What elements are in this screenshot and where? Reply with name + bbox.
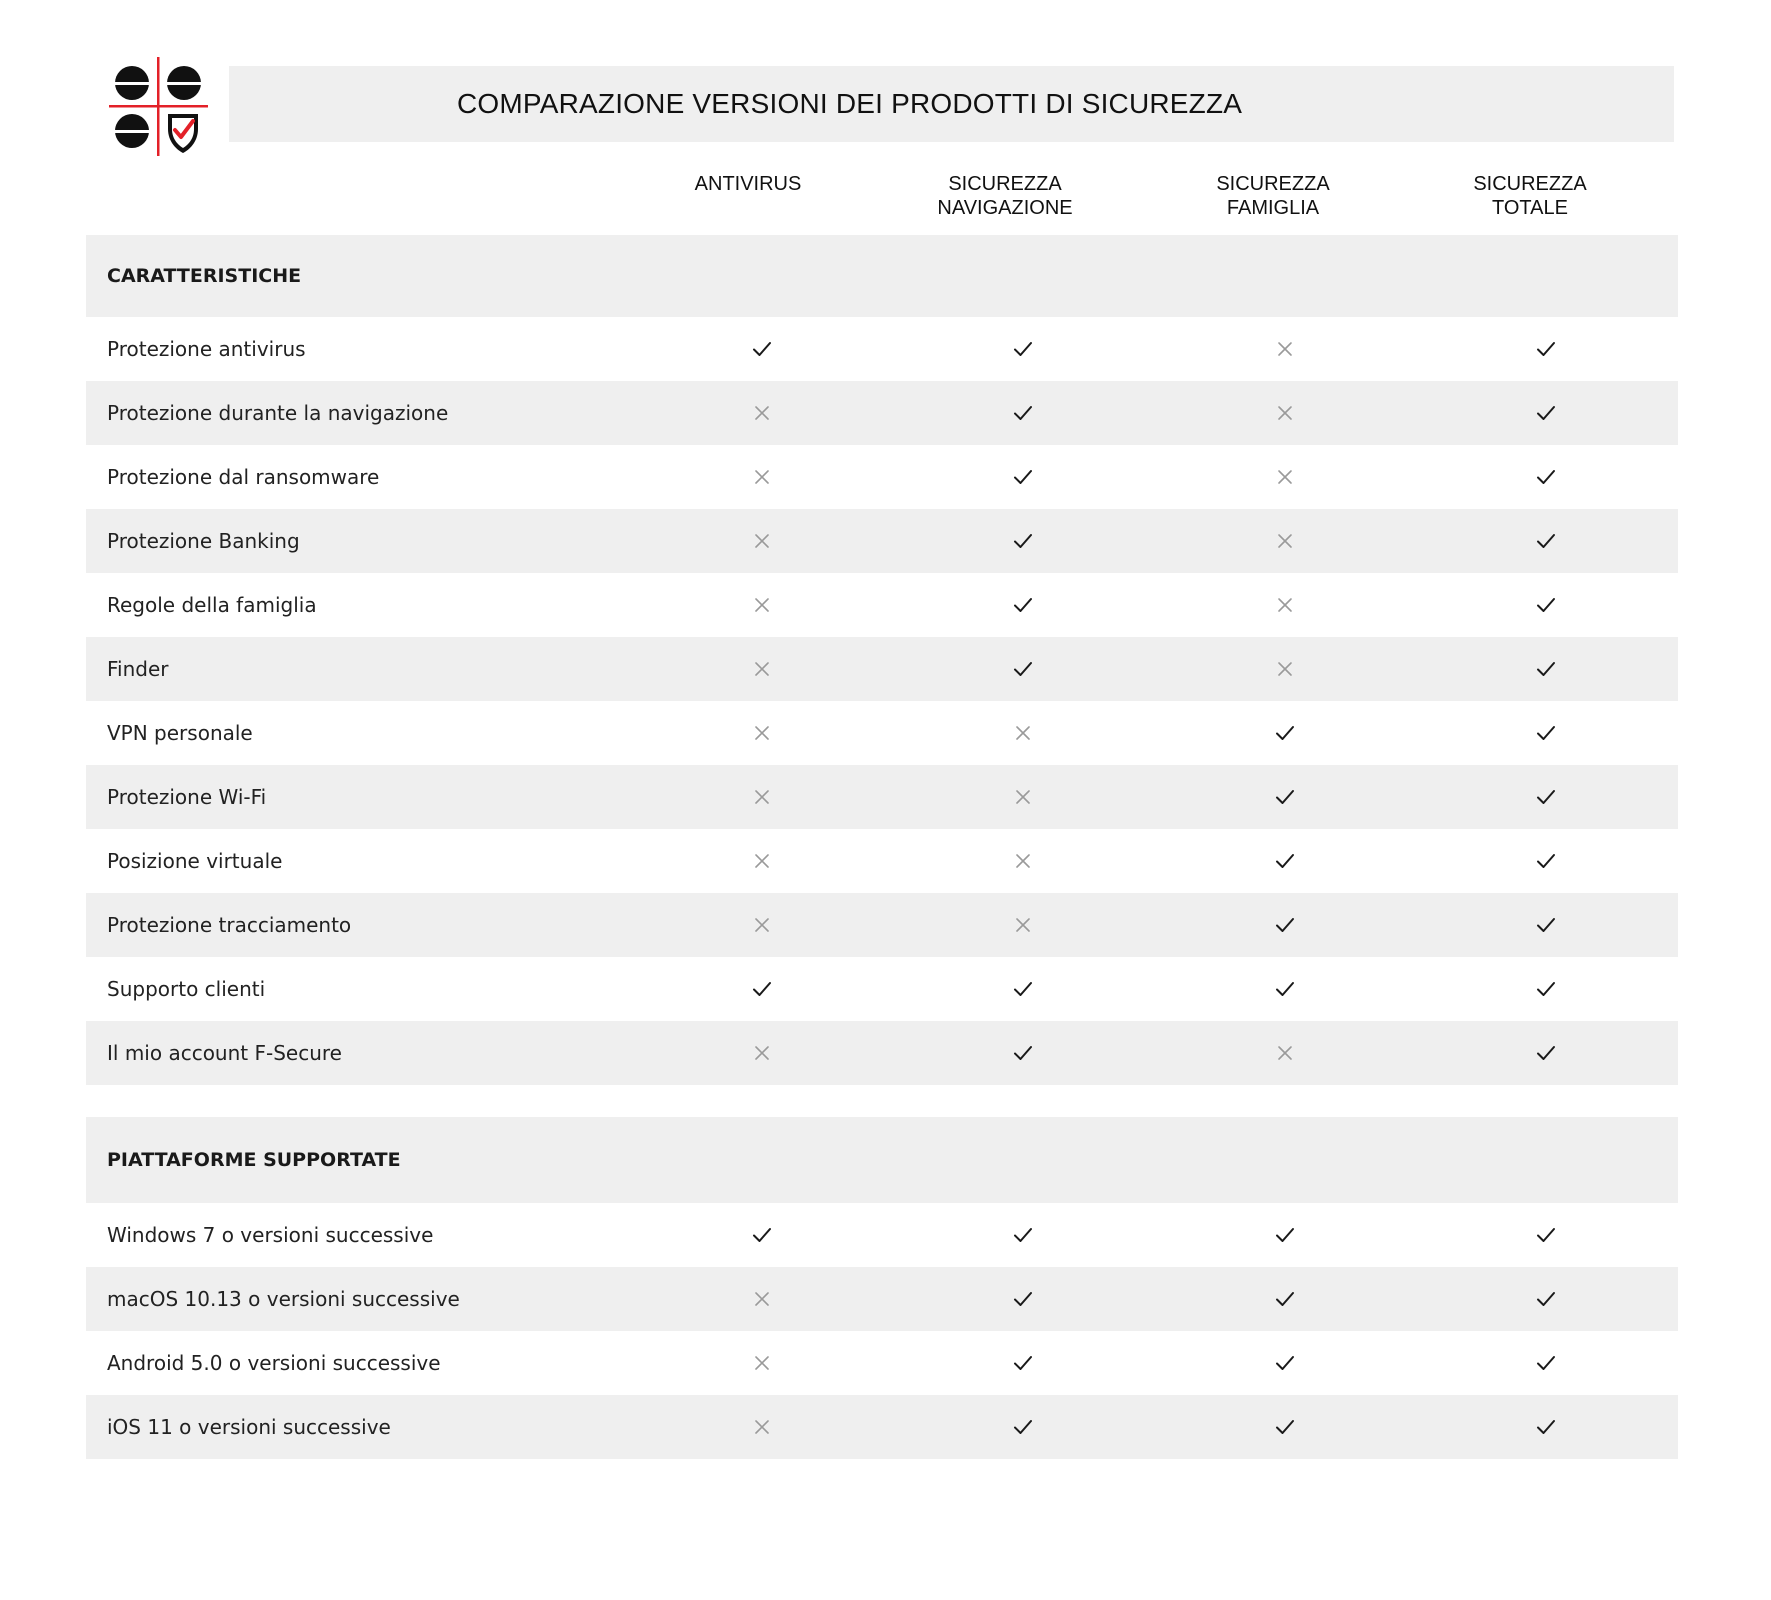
cross-icon [1012,786,1034,808]
check-icon [1535,850,1557,872]
check-icon [1535,530,1557,552]
cross-icon [751,850,773,872]
table-row [86,701,1678,765]
cross-icon [751,1288,773,1310]
row-label: VPN personale [107,721,253,745]
row-label: iOS 11 o versioni successive [107,1415,391,1439]
row-label: Supporto clienti [107,977,266,1001]
cross-icon [1274,338,1296,360]
section-title: PIATTAFORME SUPPORTATE [107,1149,401,1171]
check-icon [1012,530,1034,552]
row-label: Protezione tracciamento [107,913,352,937]
check-icon [1274,1288,1296,1310]
check-icon [1012,1352,1034,1374]
check-icon [1535,338,1557,360]
cross-icon [751,466,773,488]
page-title: COMPARAZIONE VERSIONI DEI PRODOTTI DI SICUREZZA [457,88,1243,119]
row-label: Finder [107,657,169,681]
section-header [86,1117,1678,1203]
cross-icon [1274,402,1296,424]
column-header-line: SICUREZZA [948,173,1062,195]
column-header-line: SICUREZZA [1473,173,1587,195]
table-row [86,573,1678,637]
check-icon [1274,1416,1296,1438]
cross-icon [751,914,773,936]
cross-icon [1012,850,1034,872]
cross-icon [1012,722,1034,744]
table-row [86,1021,1678,1085]
row-label: macOS 10.13 o versioni successive [107,1287,460,1311]
check-icon [1535,466,1557,488]
check-icon [1535,402,1557,424]
check-icon [1274,722,1296,744]
row-label: Posizione virtuale [107,849,283,873]
check-icon [1535,1042,1557,1064]
cross-icon [1012,914,1034,936]
shield-check-logo-icon [107,55,212,160]
column-header-sicurezza-famiglia [1173,172,1373,220]
table-row [86,1395,1678,1459]
cross-icon [751,530,773,552]
column-header-line: FAMIGLIA [1226,197,1320,219]
table-row [86,509,1678,573]
table-row [86,957,1678,1021]
cross-icon [751,594,773,616]
check-icon [1274,1352,1296,1374]
check-icon [1274,978,1296,1000]
row-label: Android 5.0 o versioni successive [107,1351,441,1375]
check-icon [1012,1224,1034,1246]
table-row [86,893,1678,957]
check-icon [1535,786,1557,808]
column-header-line: NAVIGAZIONE [937,197,1073,219]
column-header-line: ANTIVIRUS [694,173,802,195]
cross-icon [751,1042,773,1064]
cross-icon [1274,466,1296,488]
table-row [86,381,1678,445]
row-label: Protezione Wi-Fi [107,785,267,809]
column-header-antivirus [648,172,848,196]
check-icon [1274,914,1296,936]
section-header [86,235,1678,317]
check-icon [1012,658,1034,680]
table-row [86,1267,1678,1331]
table-row [86,1203,1678,1267]
check-icon [1274,850,1296,872]
table-row [86,317,1678,381]
row-label: Protezione durante la navigazione [107,401,449,425]
check-icon [751,978,773,1000]
check-icon [1535,658,1557,680]
check-icon [1012,1042,1034,1064]
cross-icon [1274,1042,1296,1064]
row-label: Protezione antivirus [107,337,306,361]
row-label: Il mio account F-Secure [107,1041,342,1065]
check-icon [1535,1352,1557,1374]
row-label: Protezione dal ransomware [107,465,380,489]
check-icon [1274,786,1296,808]
check-icon [1535,1224,1557,1246]
table-row [86,637,1678,701]
cross-icon [751,786,773,808]
column-header-sicurezza-navigazione [905,172,1105,220]
check-icon [1535,1288,1557,1310]
cross-icon [1274,594,1296,616]
table-row [86,445,1678,509]
table-row [86,829,1678,893]
check-icon [1535,1416,1557,1438]
table-row [86,1331,1678,1395]
check-icon [1012,978,1034,1000]
cross-icon [751,1416,773,1438]
cross-icon [1274,658,1296,680]
row-label: Regole della famiglia [107,593,317,617]
check-icon [1012,594,1034,616]
check-icon [1535,914,1557,936]
check-icon [1012,338,1034,360]
check-icon [1012,1288,1034,1310]
check-icon [1012,402,1034,424]
column-header-line: SICUREZZA [1216,173,1330,195]
row-label: Windows 7 o versioni successive [107,1223,434,1247]
cross-icon [751,1352,773,1374]
cross-icon [751,658,773,680]
title-band [229,66,1674,142]
check-icon [1012,466,1034,488]
check-icon [751,1224,773,1246]
row-label: Protezione Banking [107,529,300,553]
check-icon [1012,1416,1034,1438]
check-icon [1535,594,1557,616]
section-title: CARATTERISTICHE [107,265,302,287]
check-icon [1535,722,1557,744]
column-header-line: TOTALE [1492,197,1568,219]
check-icon [751,338,773,360]
column-headers [0,172,1771,232]
check-icon [1535,978,1557,1000]
cross-icon [751,722,773,744]
cross-icon [751,402,773,424]
cross-icon [1274,530,1296,552]
check-icon [1274,1224,1296,1246]
column-header-sicurezza-totale [1430,172,1630,220]
table-row [86,765,1678,829]
